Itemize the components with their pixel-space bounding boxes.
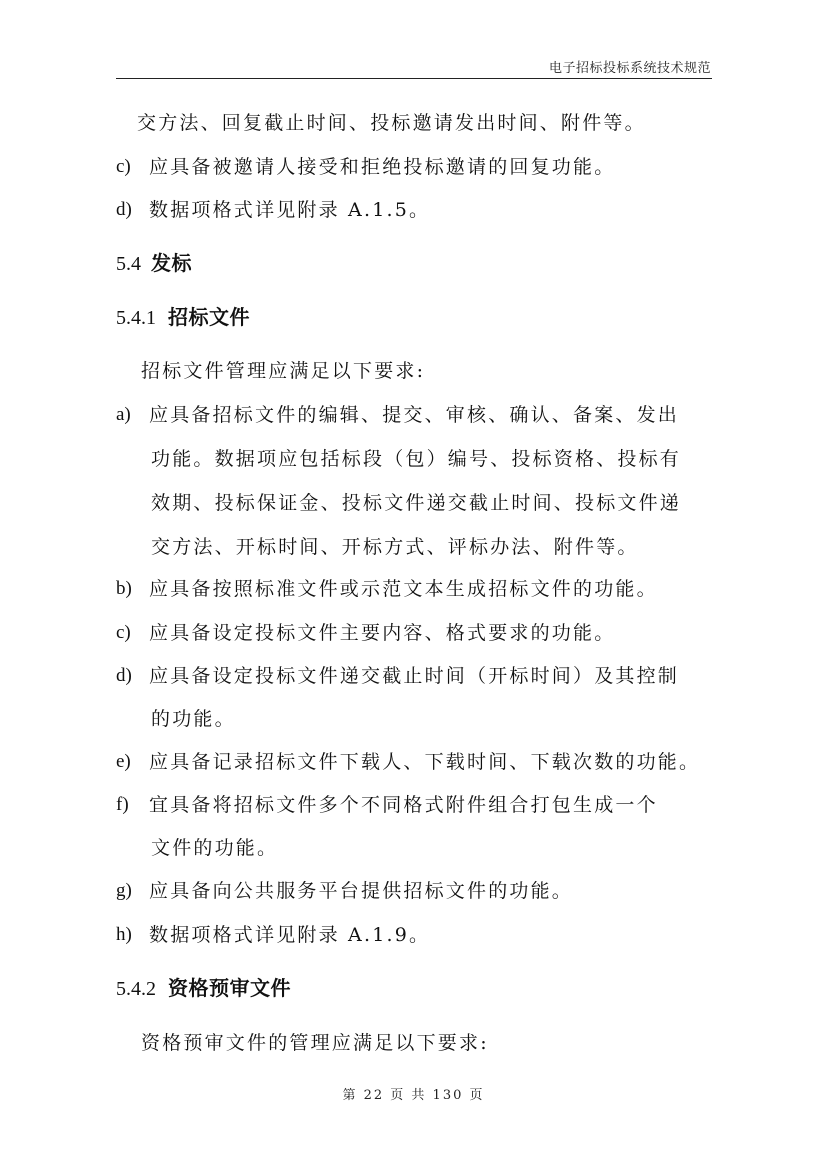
section-number: 5.4 (116, 253, 141, 275)
intro-paragraph-2: 资格预审文件的管理应满足以下要求: (141, 1032, 489, 1054)
section-title: 资格预审文件 (168, 976, 291, 1000)
list-item-f-line-2: 文件的功能。 (151, 837, 279, 859)
list-label-e: e) (116, 751, 131, 772)
list-label-h: h) (116, 924, 132, 945)
section-heading-5-4-2 (116, 974, 291, 1003)
section-number: 5.4.1 (116, 307, 156, 329)
list-label-b: b) (116, 578, 132, 599)
list-label-f: f) (116, 794, 129, 815)
list-item-h: 数据项格式详见附录 A.1.9。 (149, 924, 431, 946)
list-item-a-line-1: 应具备招标文件的编辑、提交、审核、确认、备案、发出 (149, 404, 680, 426)
list-label-g: g) (116, 880, 132, 901)
list-label-d-prev: d) (116, 199, 132, 220)
list-label-d: d) (116, 665, 132, 686)
list-item-g: 应具备向公共服务平台提供招标文件的功能。 (149, 880, 574, 902)
list-label-c: c) (116, 622, 131, 643)
list-item-e: 应具备记录招标文件下载人、下载时间、下载次数的功能。 (149, 751, 701, 773)
running-header-title: 电子招标投标系统技术规范 (548, 61, 711, 76)
list-item-a-line-4: 交方法、开标时间、开标方式、评标办法、附件等。 (151, 536, 639, 558)
continued-paragraph-line: 交方法、回复截止时间、投标邀请发出时间、附件等。 (137, 112, 646, 134)
section-title: 发标 (151, 251, 192, 275)
header-divider (116, 78, 712, 79)
list-item-d-line-1: 应具备设定投标文件递交截止时间（开标时间）及其控制 (149, 665, 680, 687)
list-label-c-prev: c) (116, 156, 131, 177)
section-number: 5.4.2 (116, 978, 156, 1000)
section-title: 招标文件 (168, 305, 250, 329)
list-item-b: 应具备按照标准文件或示范文本生成招标文件的功能。 (149, 578, 658, 600)
page-number-footer: 第 22 页 共 130 页 (342, 1088, 485, 1103)
list-item-a-line-3: 效期、投标保证金、投标文件递交截止时间、投标文件递 (151, 492, 682, 514)
intro-paragraph: 招标文件管理应满足以下要求: (141, 360, 426, 382)
list-item-f-line-1: 宜具备将招标文件多个不同格式附件组合打包生成一个 (149, 794, 658, 816)
section-heading-5-4-1 (116, 303, 250, 332)
list-item-a-line-2: 功能。数据项应包括标段（包）编号、投标资格、投标有 (151, 448, 682, 470)
list-item-d-prev: 数据项格式详见附录 A.1.5。 (149, 199, 431, 221)
list-item-d-line-2: 的功能。 (151, 708, 236, 730)
list-label-a: a) (116, 404, 131, 425)
section-heading-5-4 (116, 249, 192, 278)
list-item-c-prev: 应具备被邀请人接受和拒绝投标邀请的回复功能。 (149, 156, 616, 178)
list-item-c: 应具备设定投标文件主要内容、格式要求的功能。 (149, 622, 616, 644)
